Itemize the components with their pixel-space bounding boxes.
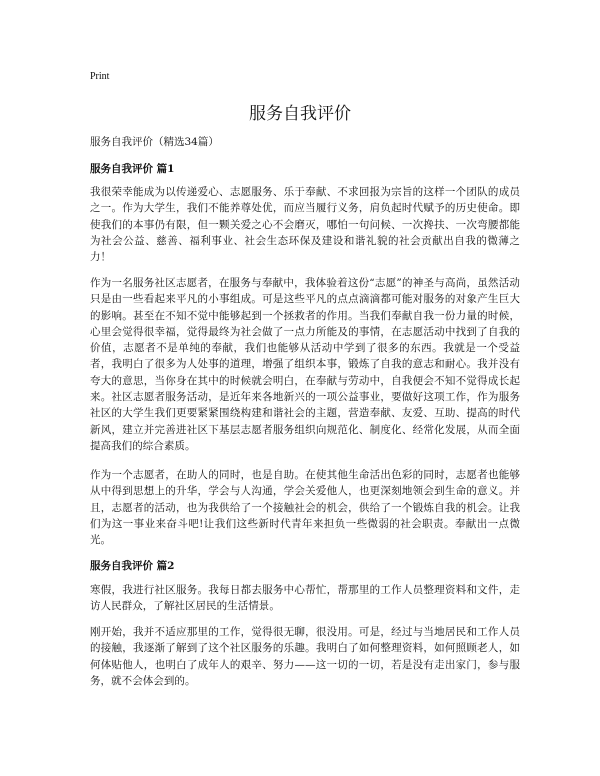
paragraph: 我很荣幸能成为以传递爱心、志愿服务、乐于奉献、不求回报为宗旨的这样一个团队的成员之一。作为大学生，我们不能养尊处优，而应当履行义务，肩负起时代赋予的历史使命。即使我们的本事仍有限，但一颗关爱之心不会磨灭，哪怕一句问候、一次搀扶、一次弯腰都能为社会公益、慈善、福利事业、社会生态环保及建设和谐礼貌的社会贡献出自我的微薄之力！ — [90, 186, 520, 264]
page-title: 服务自我评价 — [249, 104, 351, 124]
section-heading: 服务自我评价 篇1 — [90, 163, 175, 175]
paragraph: 作为一个志愿者，在助人的同时，也是自助。在使其他生命活出色彩的同时，志愿者也能够从中得到思想上的升华，学会与人沟通，学会关爱他人，也更深刻地领会到生命的意义。并且，志愿者的活动，也为我供给了一个接触社会的机会，供给了一个锻炼自我的机会。让我们为这一事业来奋斗吧!让我们这些新时代青年来担负一些微弱的社会职责。奉献出一点微光。 — [90, 469, 520, 547]
paragraph: 作为一名服务社区志愿者，在服务与奉献中，我体验着这份“志愿”的神圣与高尚，虽然活动只是由一些看起来平凡的小事组成。可是这些平凡的点点滴滴都可能对服务的对象产生巨大的影响。甚至在不知不觉中能够起到一个拯救者的作用。当我们奉献自我一份力量的时候，心里会觉得很幸福，觉得最终为社会做了一点力所能及的事情，在志愿活动中找到了自我的价值，志愿者不是单纯的奉献，我们也能够从活动中学到了很多的东西。我就是一个受益者，我明白了很多为人处事的道理，增强了组织本事，锻炼了自我的意志和耐心。我并没有夸大的意思，当你身在其中的时候就会明白，在奉献与劳动中，自我便会不知不觉得成长起来。社区志愿者服务活动，是近年来各地新兴的一项公益事业，要做好这项工作，作为服务社区的大学生我们更要紧紧围绕构建和谐社会的主题，营造奉献、友爱、互助、提高的时代新风，建立并完善进社区下基层志愿者服务组织向规范化、制度化、经常化发展，从而全面提高我们的综合素质。 — [90, 277, 520, 452]
document-subtitle: 服务自我评价（精选34篇） — [90, 136, 219, 148]
paragraph: 刚开始，我并不适应那里的工作，觉得很无聊，很没用。可是，经过与当地居民和工作人员的接触，我逐渐了解到了这个社区服务的乐趣。我明白了如何整理资料，如何照顾老人，如何体贴他人，也明白了成年人的艰辛、努力——这一切的一切，若是没有走出家门，参与服务，就不会体会到的。 — [90, 626, 520, 687]
print-label: Print — [90, 71, 110, 82]
section-heading: 服务自我评价 篇2 — [90, 560, 175, 572]
paragraph: 寒假，我进行社区服务。我每日都去服务中心帮忙，帮那里的工作人员整理资料和文件，走访人民群众，了解社区居民的生活情景。 — [90, 584, 520, 613]
